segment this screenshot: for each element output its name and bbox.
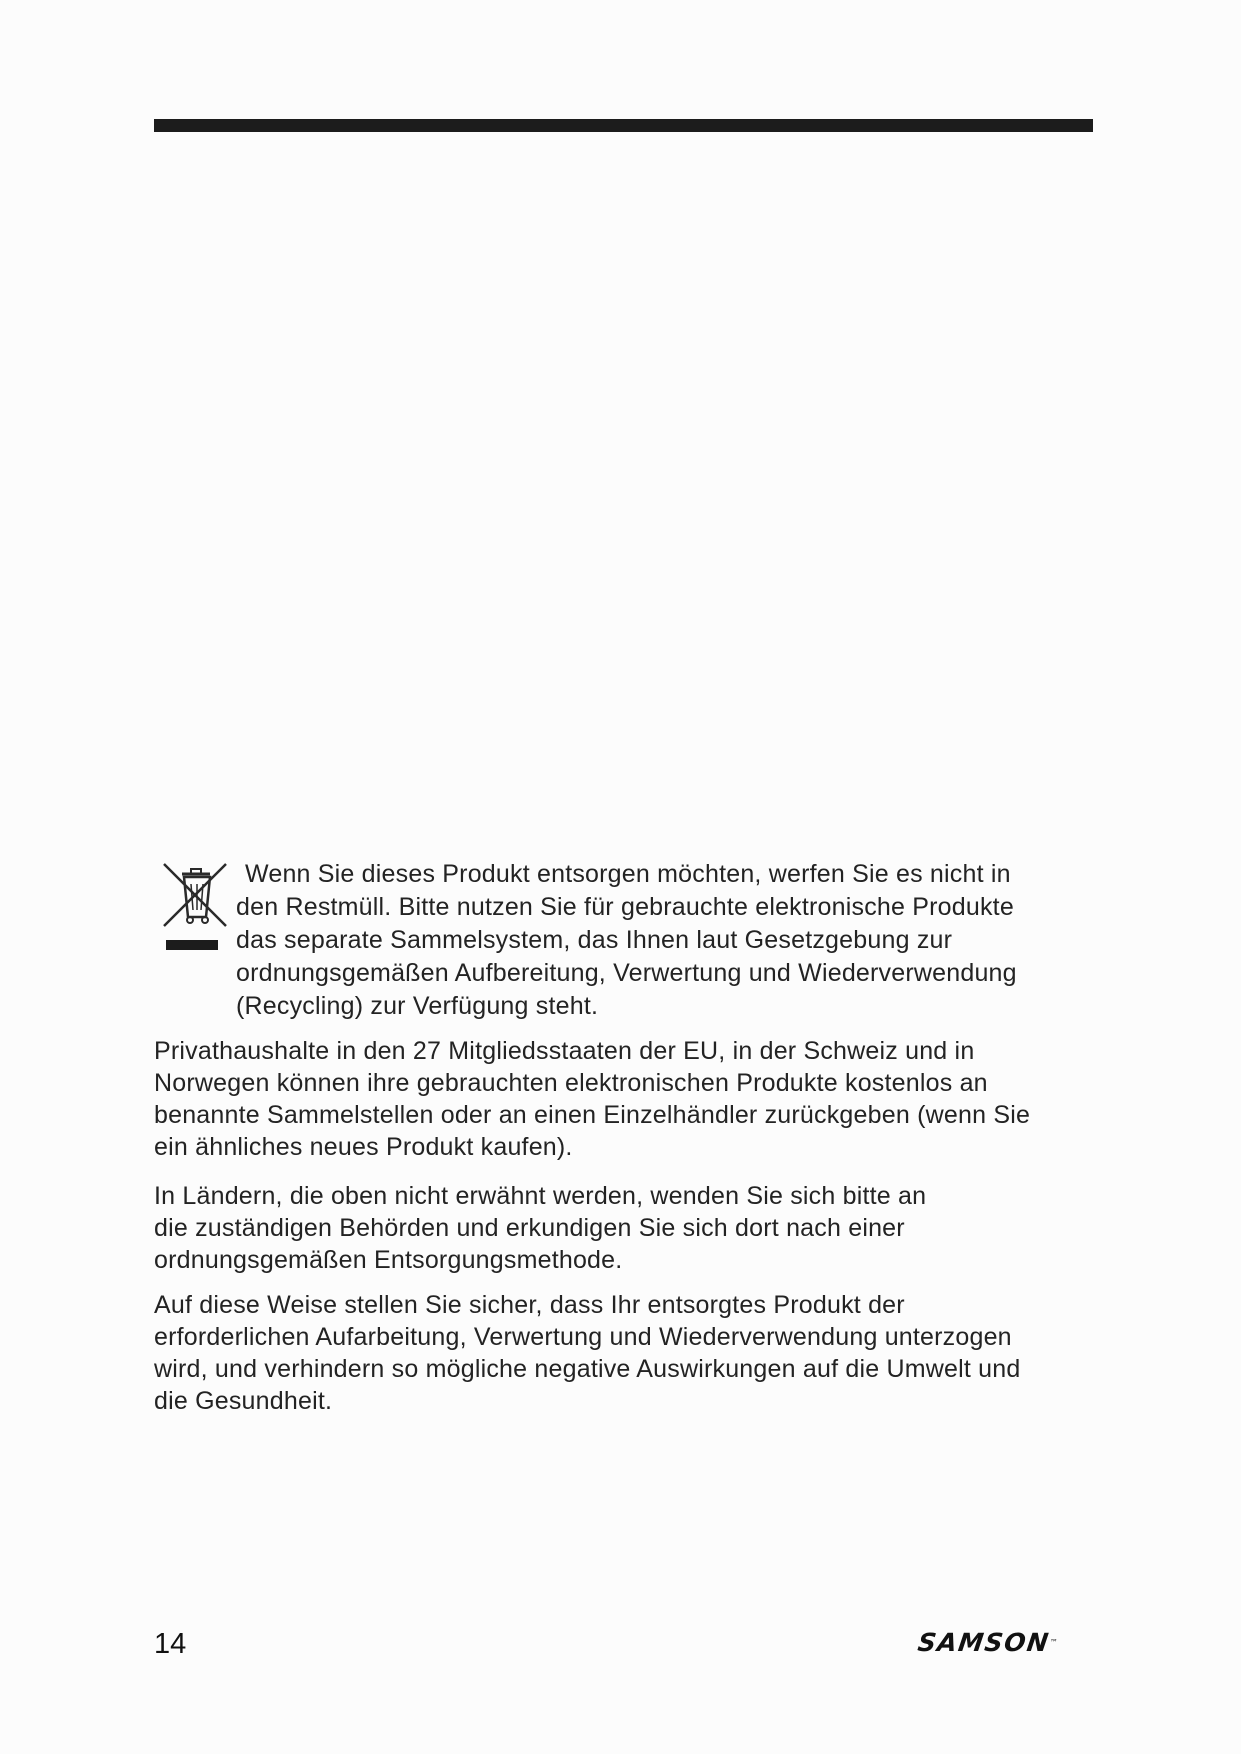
paragraph-line: ordnungsgemäßen Entsorgungsmethode. [154, 1246, 623, 1274]
paragraph-line: Norwegen können ihre gebrauchten elektronischen Produkte kostenlos an [154, 1069, 988, 1097]
paragraph-line: ein ähnliches neues Produkt kaufen). [154, 1133, 573, 1161]
intro-line: (Recycling) zur Verfügung steht. [236, 992, 599, 1020]
paragraph-line: wird, und verhindern so mögliche negative Auswirkungen auf die Umwelt und [154, 1355, 1021, 1383]
paragraph-line: die zuständigen Behörden und erkundigen Sie sich dort nach einer [154, 1214, 905, 1242]
top-rule [154, 119, 1093, 132]
paragraph-line: benannte Sammelstellen oder an einen Einzelhändler zurückgeben (wenn Sie [154, 1101, 1031, 1129]
page-number: 14 [154, 1628, 187, 1660]
paragraph-line: In Ländern, die oben nicht erwähnt werden, wenden Sie sich bitte an [154, 1182, 927, 1210]
paragraph-line: die Gesundheit. [154, 1387, 333, 1415]
paragraph-eu-households [154, 1035, 1094, 1163]
intro-line: Wenn Sie dieses Produkt entsorgen möchten, werfen Sie es nicht in [245, 860, 1011, 888]
intro-line: das separate Sammelsystem, das Ihnen laut Gesetzgebung zur [236, 926, 953, 954]
intro-line: ordnungsgemäßen Aufbereitung, Verwertung und Wiederverwendung [236, 959, 1017, 987]
samson-logo: SAMSON™ [916, 1628, 1060, 1657]
intro-line: den Restmüll. Bitte nutzen Sie für gebrauchte elektronische Produkte [236, 893, 1014, 921]
paragraph-line: Auf diese Weise stellen Sie sicher, dass Ihr entsorgtes Produkt der [154, 1291, 905, 1319]
paragraph-line: Privathaushalte in den 27 Mitgliedsstaaten der EU, in der Schweiz und in [154, 1037, 975, 1065]
weee-crossed-out-bin-icon [160, 862, 232, 958]
paragraph-line: erforderlichen Aufarbeitung, Verwertung und Wiederverwendung unterzogen [154, 1323, 1012, 1351]
brand-name: SAMSON [916, 1628, 1052, 1657]
disposal-intro-text [236, 858, 1096, 1023]
paragraph-environment [154, 1289, 1094, 1417]
paragraph-other-countries [154, 1180, 1094, 1276]
